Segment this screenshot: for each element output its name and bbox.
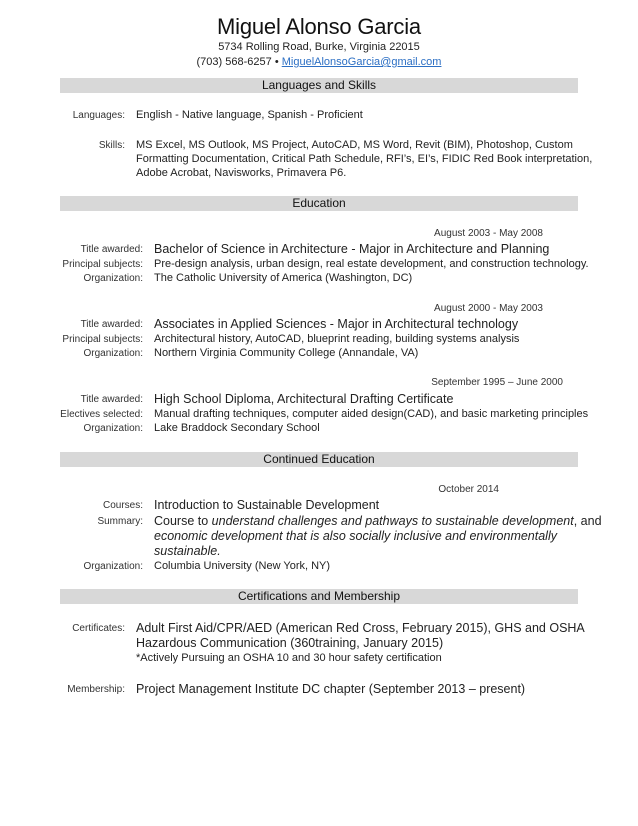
principal-subjects-label: Principal subjects: — [62, 334, 143, 345]
continued-education-dates: October 2014 — [438, 484, 499, 495]
skills-line-3: Adobe Acrobat, Navisworks, Primavera P6. — [136, 167, 347, 179]
languages-label: Languages: — [72, 110, 125, 121]
electives-value: Manual drafting techniques, computer aided design(CAD), and basic marketing principles — [154, 408, 589, 420]
organization-value: The Catholic University of America (Washington, DC) — [154, 272, 413, 284]
organization-value: Columbia University (New York, NY) — [154, 560, 331, 572]
summary-line-1 — [154, 513, 602, 529]
membership-label: Membership: — [67, 684, 125, 695]
summary-line-2: economic development that is also socially inclusive and environmentally — [154, 529, 557, 543]
principal-subjects-label: Principal subjects: — [62, 259, 143, 270]
phone-number: (703) 568-6257 — [196, 56, 272, 68]
principal-subjects-value: Architectural history, AutoCAD, blueprint reading, building systems analysis — [154, 333, 520, 345]
resume-name: Miguel Alonso Garcia — [217, 14, 421, 39]
address-line: 5734 Rolling Road, Burke, Virginia 22015 — [218, 41, 420, 53]
separator-dot: • — [274, 56, 279, 68]
skills-label: Skills: — [98, 140, 125, 151]
courses-value: Introduction to Sustainable Development — [154, 498, 380, 512]
skills-line-1: MS Excel, MS Outlook, MS Project, AutoCAD, MS Word, Revit (BIM), Photoshop, Custom — [136, 139, 573, 151]
summary-suffix: , and — [573, 514, 602, 528]
certificates-line-2: Hazardous Communication (360training, January 2015) — [136, 636, 444, 650]
title-awarded-value: Bachelor of Science in Architecture - Major in Architecture and Planning — [154, 242, 550, 256]
certificates-label: Certificates: — [72, 623, 125, 634]
organization-value: Lake Braddock Secondary School — [154, 422, 320, 434]
title-awarded-label: Title awarded: — [80, 394, 143, 405]
title-awarded-value: Associates in Applied Sciences - Major in Architectural technology — [154, 317, 519, 331]
title-awarded-label: Title awarded: — [80, 244, 143, 255]
organization-value: Northern Virginia Community College (Annandale, VA) — [154, 347, 419, 359]
languages-value: English - Native language, Spanish - Proficient — [136, 109, 363, 121]
certificates-line-1: Adult First Aid/CPR/AED (American Red Cross, February 2015), GHS and OSHA — [136, 621, 585, 635]
certificates-note: *Actively Pursuing an OSHA 10 and 30 hour safety certification — [136, 652, 442, 664]
education-dates: August 2000 - May 2003 — [434, 303, 543, 314]
section-header-languages-skills: Languages and Skills — [60, 78, 578, 93]
education-dates: August 2003 - May 2008 — [434, 228, 543, 239]
contact-line — [0, 56, 638, 68]
courses-label: Courses: — [102, 500, 143, 511]
summary-prefix: Course to — [154, 514, 212, 528]
education-dates: September 1995 – June 2000 — [431, 377, 563, 388]
organization-label: Organization: — [83, 273, 143, 284]
organization-label: Organization: — [83, 561, 143, 572]
membership-value: Project Management Institute DC chapter (September 2013 – present) — [136, 682, 526, 696]
organization-label: Organization: — [83, 348, 143, 359]
email-link[interactable]: MiguelAlonsoGarcia@gmail.com — [281, 56, 442, 68]
principal-subjects-value: Pre-design analysis, urban design, real estate development, and construction technology. — [154, 258, 589, 270]
section-header-certifications: Certifications and Membership — [60, 589, 578, 604]
title-awarded-value: High School Diploma, Architectural Drafting Certificate — [154, 392, 454, 406]
summary-line-3: sustainable. — [154, 544, 221, 558]
organization-label: Organization: — [83, 423, 143, 434]
section-header-continued-education: Continued Education — [60, 452, 578, 467]
title-awarded-label: Title awarded: — [80, 319, 143, 330]
section-header-education: Education — [60, 196, 578, 211]
electives-label: Electives selected: — [60, 409, 143, 420]
skills-line-2: Formatting Documentation, Critical Path Schedule, RFI’s, EI’s, FIDIC Red Book interpretation, — [136, 153, 593, 165]
summary-label: Summary: — [97, 516, 143, 527]
summary-italic-text: understand challenges and pathways to sustainable development — [211, 514, 574, 528]
